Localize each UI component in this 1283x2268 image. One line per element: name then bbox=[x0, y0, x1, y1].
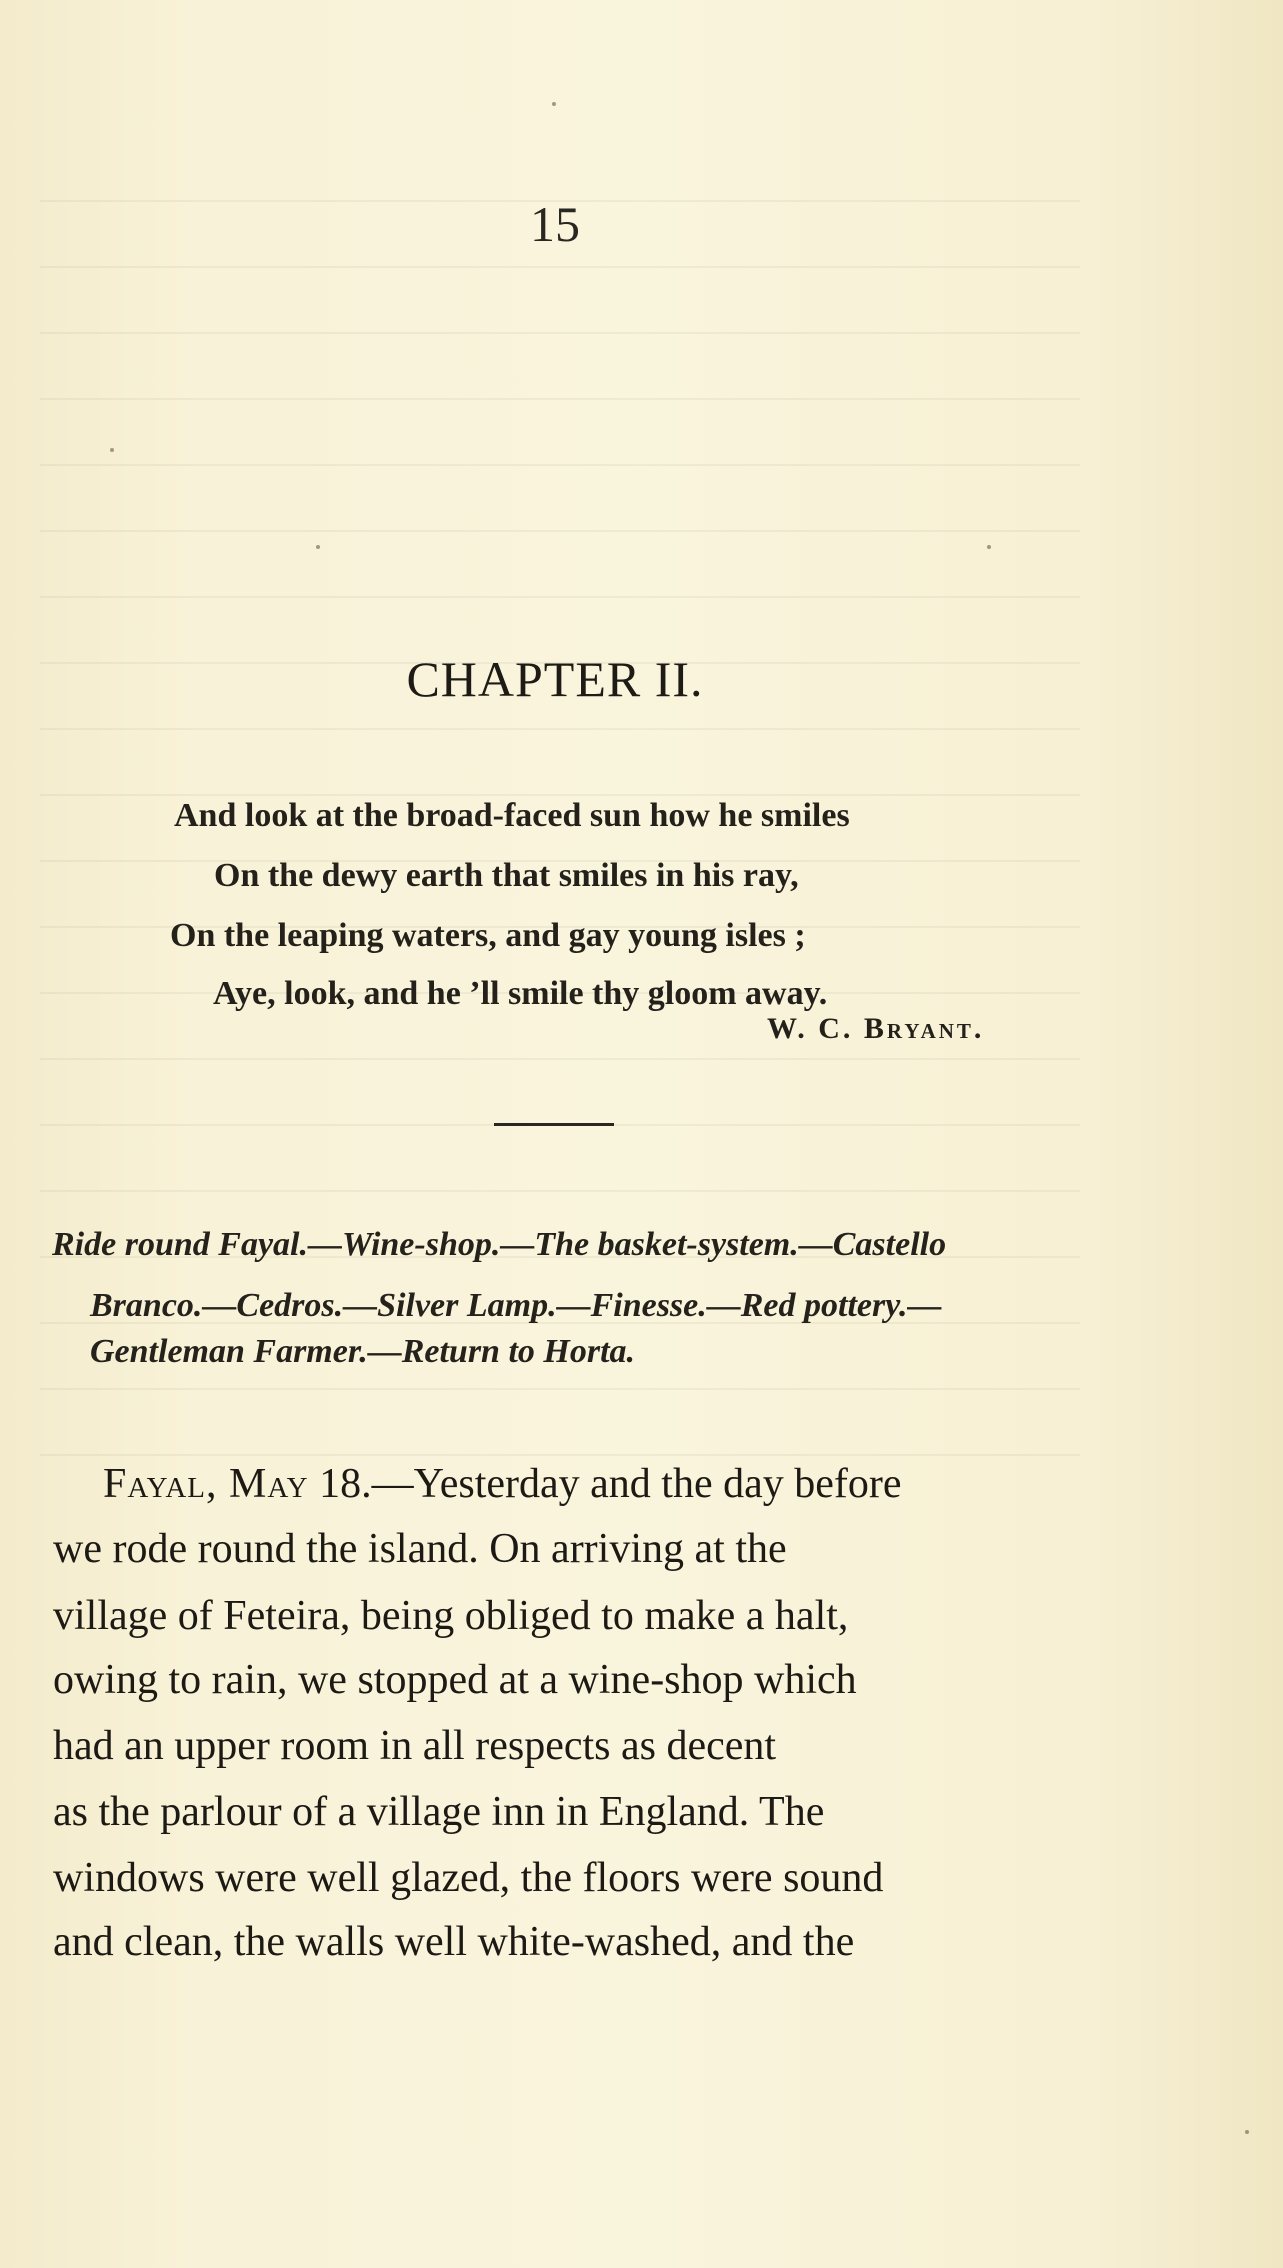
paper-speck bbox=[987, 545, 991, 549]
chapter-synopsis-line: Gentleman Farmer.—Return to Horta. bbox=[90, 1333, 636, 1370]
body-line: village of Feteira, being obliged to make a halt, bbox=[53, 1593, 849, 1639]
epigraph-line: Aye, look, and he ’ll smile thy gloom away. bbox=[213, 975, 828, 1012]
body-line: we rode round the island. On arriving at the bbox=[53, 1526, 787, 1572]
chapter-synopsis-line: Ride round Fayal.—Wine-shop.—The basket-system.—Castello bbox=[52, 1226, 947, 1263]
epigraph-line: On the leaping waters, and gay young isles ; bbox=[170, 917, 806, 954]
epigraph-line: On the dewy earth that smiles in his ray, bbox=[214, 857, 799, 894]
paper-speck bbox=[316, 545, 320, 549]
body-line: and clean, the walls well white-washed, and the bbox=[53, 1919, 855, 1965]
chapter-synopsis-line: Branco.—Cedros.—Silver Lamp.—Finesse.—Red pottery.— bbox=[90, 1287, 942, 1324]
body-line: windows were well glazed, the floors were sound bbox=[53, 1855, 884, 1901]
body-line: owing to rain, we stopped at a wine-shop which bbox=[53, 1657, 857, 1703]
paper-speck bbox=[552, 102, 556, 106]
paper-speck bbox=[1245, 2130, 1249, 2134]
body-line: had an upper room in all respects as decent bbox=[53, 1723, 777, 1769]
paper-speck bbox=[110, 448, 114, 452]
section-divider bbox=[494, 1123, 614, 1126]
page-number: 15 bbox=[530, 196, 580, 252]
epigraph-attribution: W. C. Bryant. bbox=[767, 1012, 985, 1045]
body-paragraph-first-line bbox=[103, 1460, 1103, 1508]
epigraph-line: And look at the broad-faced sun how he smiles bbox=[174, 797, 850, 834]
body-first-line-text: 18.—Yesterday and the day before bbox=[308, 1461, 902, 1507]
body-line: as the parlour of a village inn in England. The bbox=[53, 1789, 825, 1835]
chapter-title: CHAPTER II. bbox=[406, 651, 704, 707]
dateline-opener: Fayal, May bbox=[103, 1461, 309, 1507]
